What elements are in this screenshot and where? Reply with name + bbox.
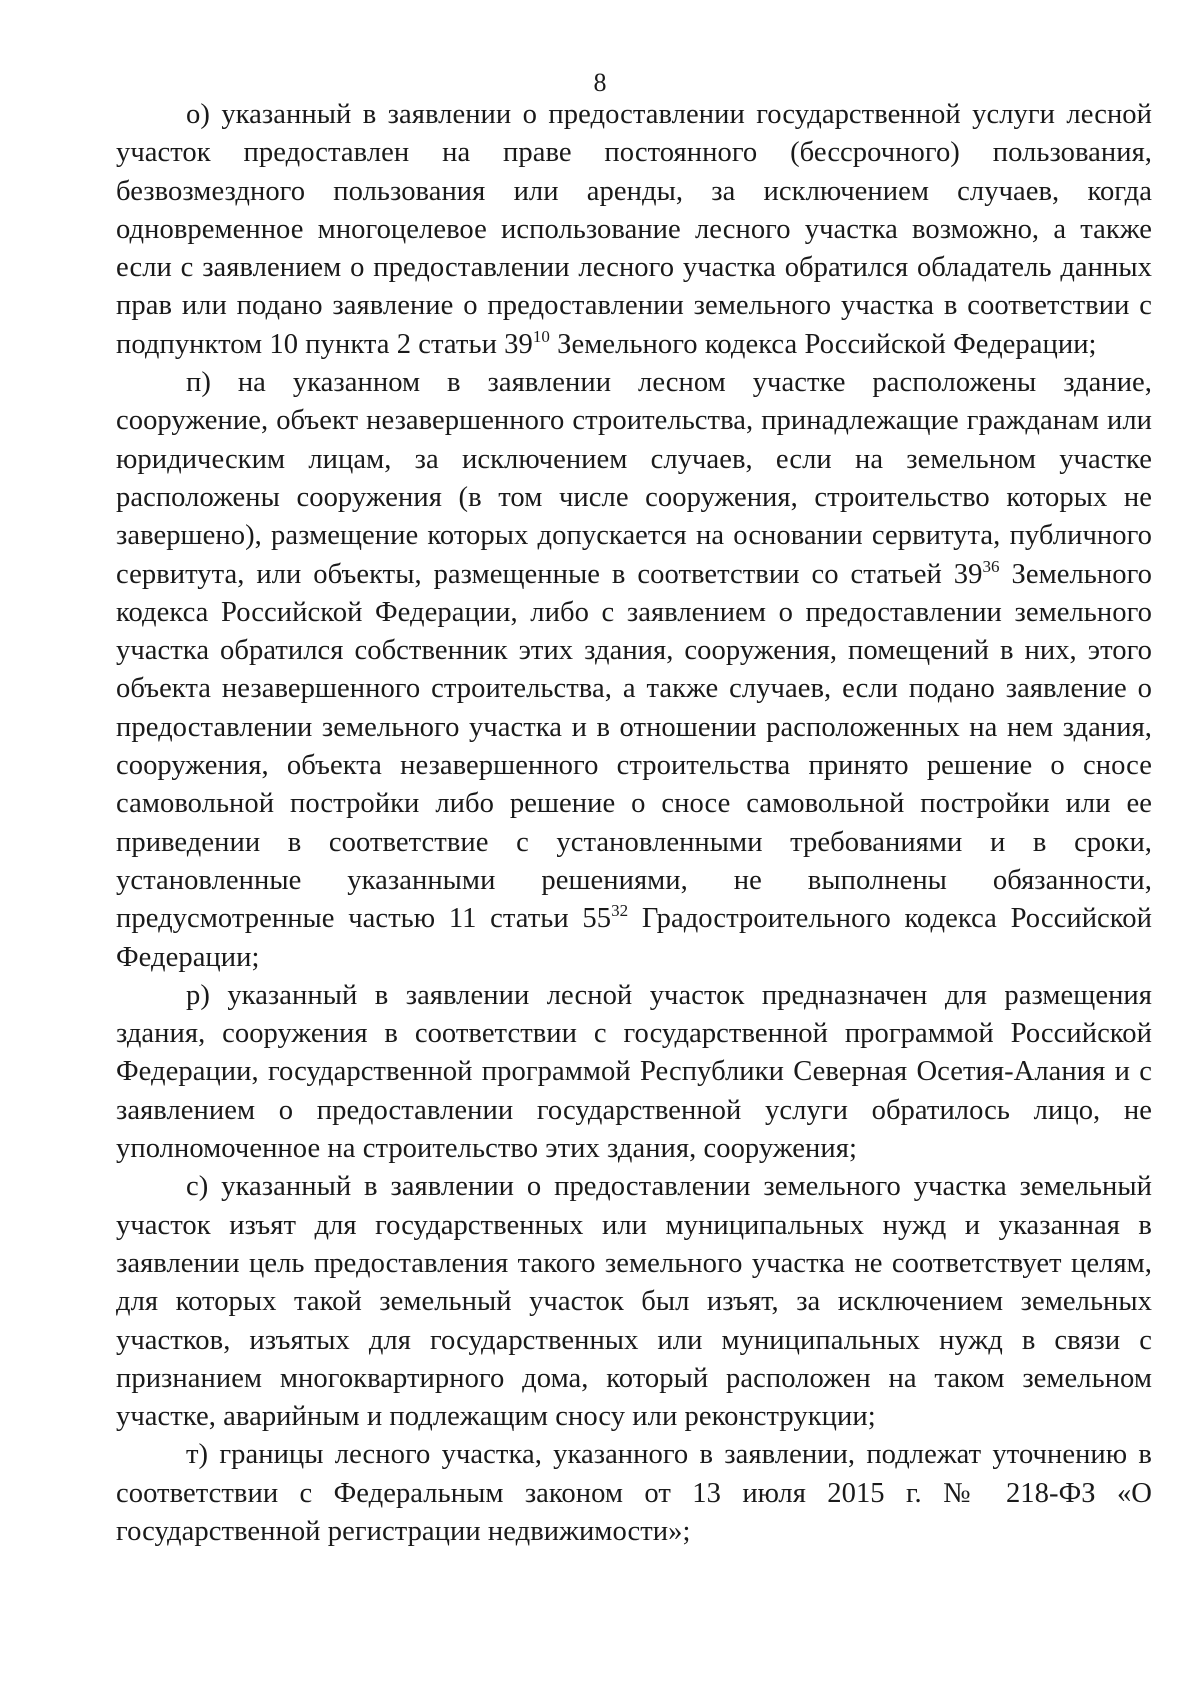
paragraph-text: Земельного кодекса Российской Федерации, либо с заявлением о предоставлении земельного участка обратился собственник этих здания, сооружения, помещений в них, этого объекта незавершенного строительства, а также случаев, если подано заявление о предоставлении земельного участка и в отношении расположенных на нем здания, сооружения, объекта незавершенного строительства принято решение о сносе самовольной постройки либо решение о сносе самовольной постройки или ее приведении в соответствие с установленными требованиями и в сроки, установленные указанными решениями, не выполнены обязанности, предусмотренные частью 11 статьи 55: [116, 558, 1152, 935]
paragraph-text: Градостроительного кодекса Российской Федерации;: [116, 903, 1152, 973]
paragraph-text: р) указанный в заявлении лесной участок предназначен для размещения здания, сооружения в соответствии с государственной программой Российской Федерации, государственной программой Республики Северная Осетия-Алания и с заявлением о предоставлении государственной услуги обратилось лицо, не уполномоченное на строительство этих здания, сооружения;: [116, 979, 1152, 1165]
paragraph-t: [116, 1436, 1152, 1551]
superscript: 32: [611, 901, 629, 921]
paragraph-text: п) на указанном в заявлении лесном участке расположены здание, сооружение, объект незавершенного строительства, принадлежащие гражданам или юридическим лицам, за исключением случаев, если на земельном участке расположены сооружения (в том числе сооружения, строительство которых не завершено), размещение которых допускается на основании сервитута, публичного сервитута, или объекты, размещенные в соответствии со статьей 39: [116, 367, 1152, 590]
superscript: 10: [532, 326, 550, 346]
paragraph-p: [116, 364, 1152, 977]
paragraph-text: Земельного кодекса Российской Федерации;: [549, 328, 1097, 360]
paragraph-text: т) границы лесного участка, указанного в заявлении, подлежат уточнению в соответствии с Федеральным законом от 13 июля 2015 г. № 218-ФЗ «О государственной регистрации недвижимости»;: [116, 1439, 1152, 1547]
paragraph-text: о) указанный в заявлении о предоставлении государственной услуги лесной участок предоставлен на праве постоянного (бессрочного) пользования, безвозмездного пользования или аренды, за исключением случаев, когда одновременное многоцелевое использование лесного участка возможно, а также если с заявлением о предоставлении лесного участка обратился обладатель данных прав или подано заявление о предоставлении земельного участка в соответствии с подпунктом 10 пункта 2 статьи 39: [116, 99, 1152, 360]
page-number: 8: [593, 68, 607, 97]
superscript: 36: [982, 556, 1000, 576]
paragraph-s: [116, 1168, 1152, 1436]
paragraph-r: [116, 977, 1152, 1168]
paragraph-text: с) указанный в заявлении о предоставлении земельного участка земельный участок изъят для государственных или муниципальных нужд и указанная в заявлении цель предоставления такого земельного участка не соответствует целям, для которых такой земельный участок был изъят, за исключением земельных участков, изъятых для государственных или муниципальных нужд в связи с признанием многоквартирного дома, который расположен на таком земельном участке, аварийным и подлежащим сносу или реконструкции;: [116, 1171, 1152, 1433]
paragraph-o: [116, 96, 1152, 364]
document-body: [116, 96, 1152, 1551]
